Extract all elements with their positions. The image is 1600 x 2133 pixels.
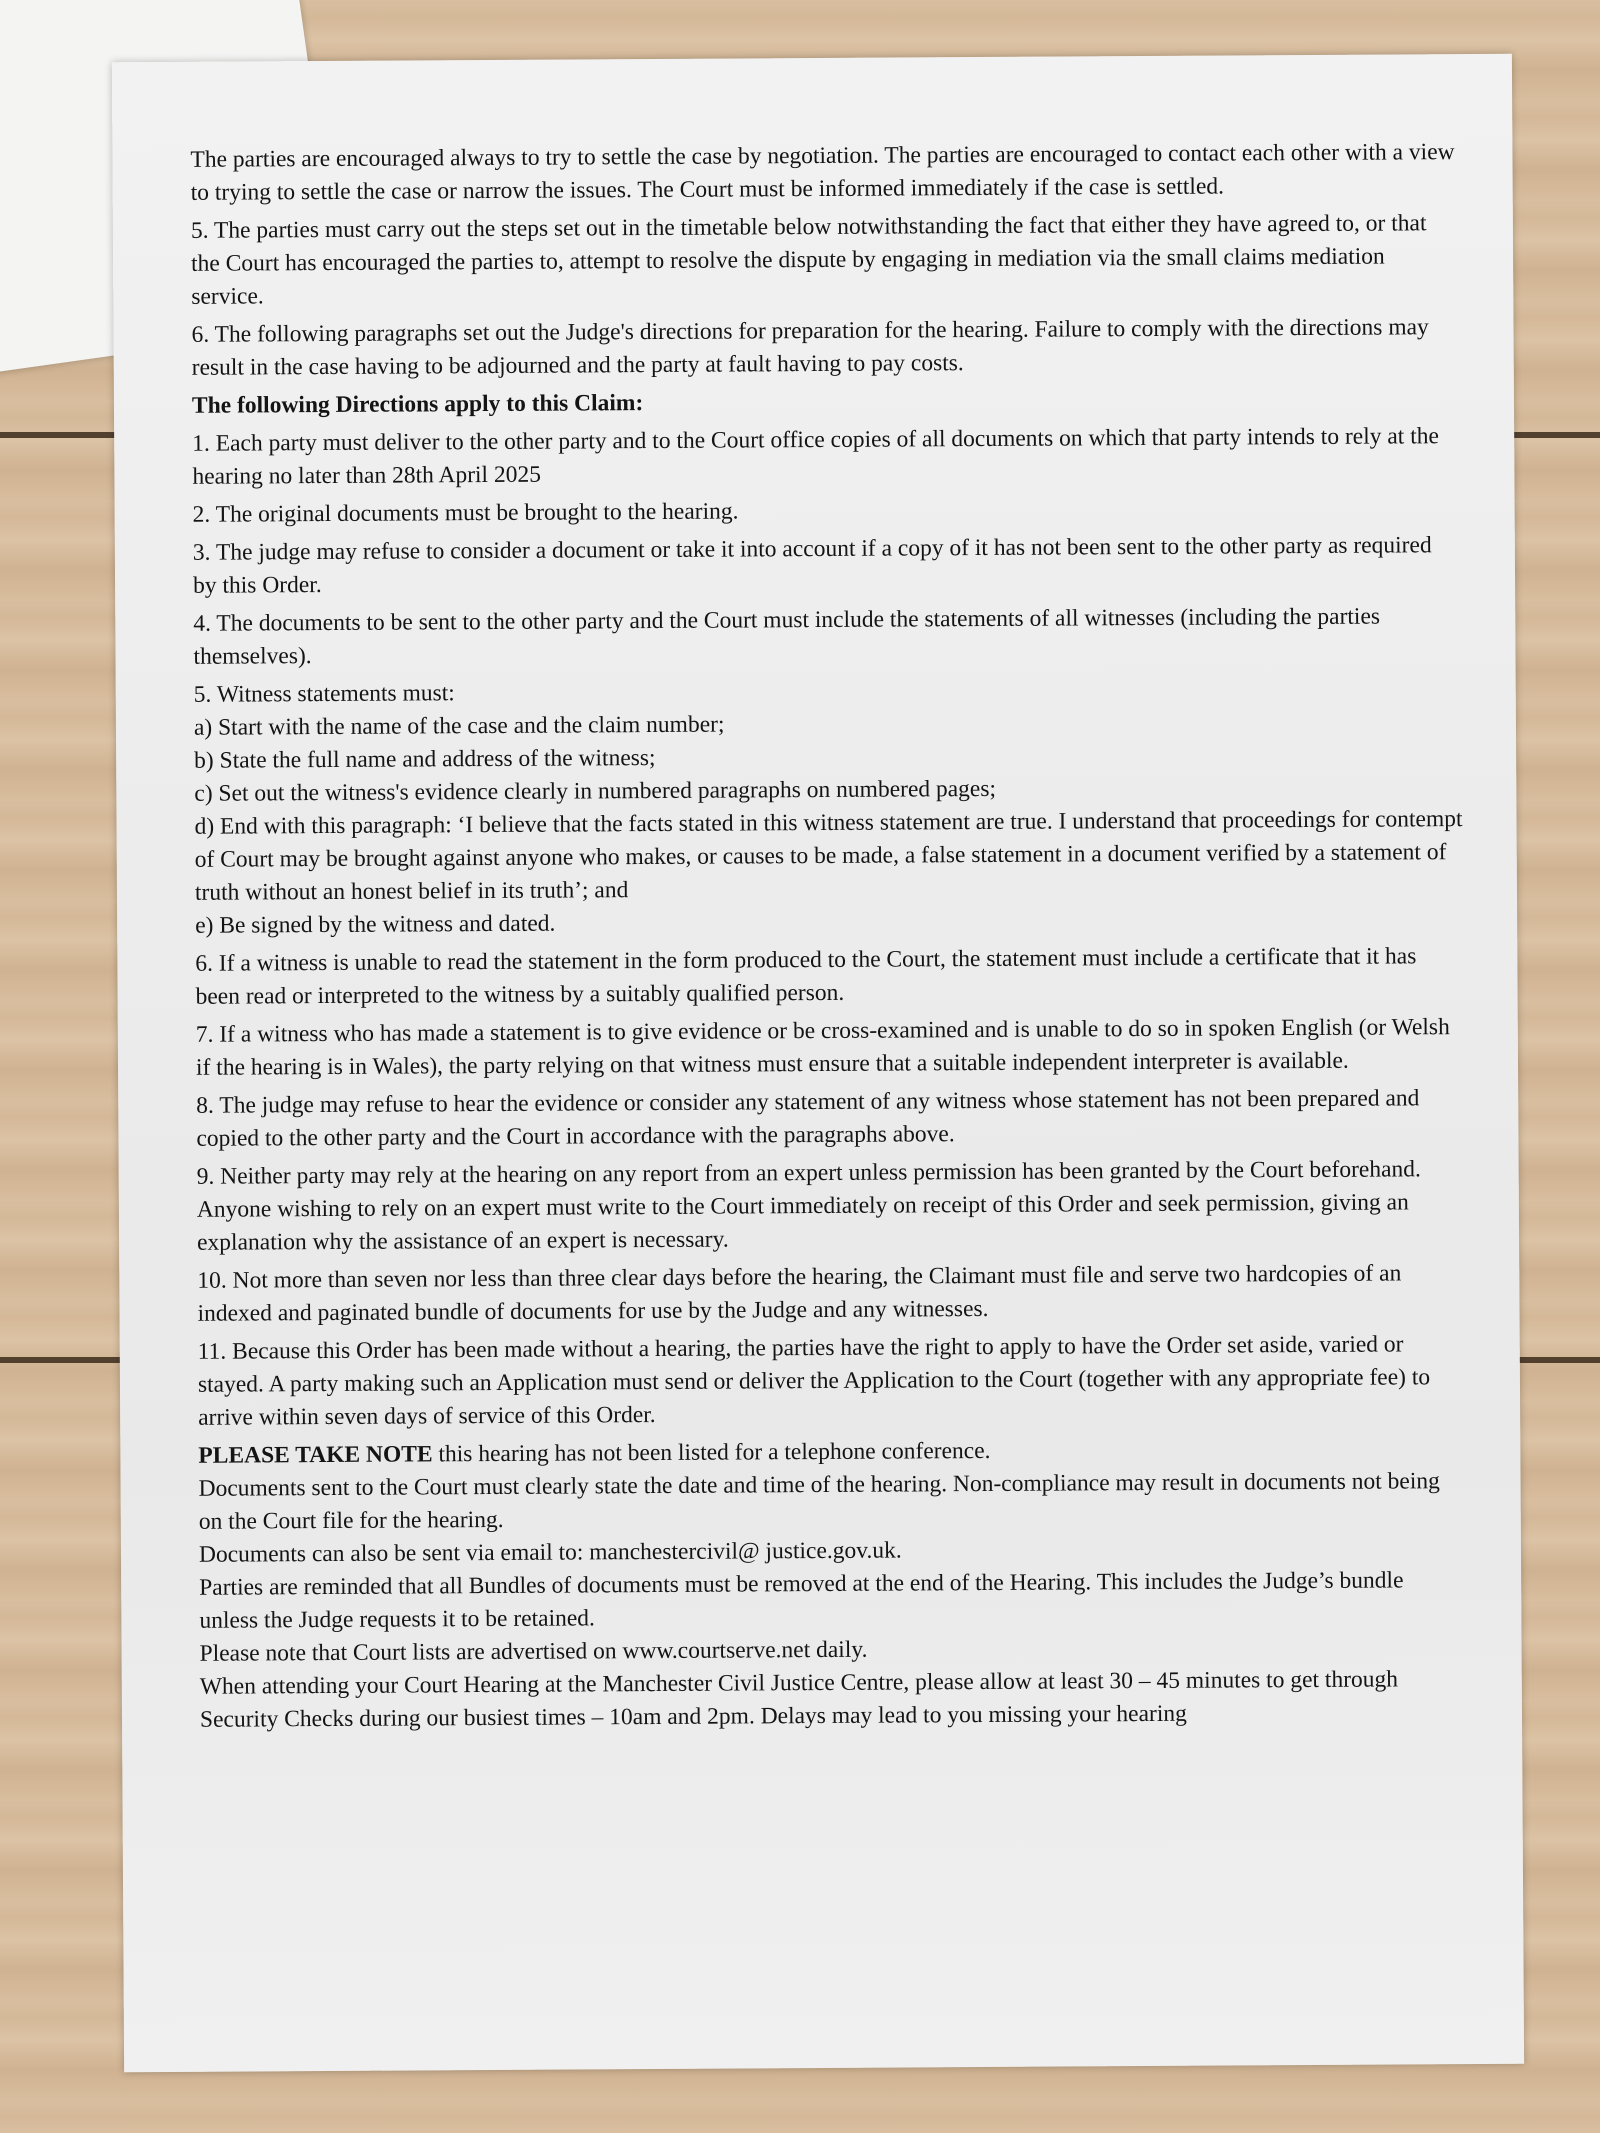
direction-item: 2. The original documents must be brought to the hearing. xyxy=(192,498,739,528)
direction-item: 6. If a witness is unable to read the statement in the form produced to the Court, the statement must include a certificate that it has been read or interpreted to the witness by a suitably qualified person. xyxy=(195,943,1417,1010)
directions-preamble-paragraph: 6. The following paragraphs set out the Judge's directions for preparation for the hearing. Failure to comply with the directions may result in the case having to be adjourned and the party at fault having to pay costs. xyxy=(191,314,1429,381)
direction-item: 8. The judge may refuse to hear the evidence or consider any statement of any witness whose statement has not been prepared and copied to the other party and the Court in accordance with the paragraphs above. xyxy=(196,1085,1420,1152)
witness-requirement-item: a) Start with the name of the case and the claim number; xyxy=(193,711,725,741)
witness-requirement-item: e) Be signed by the witness and dated. xyxy=(195,910,556,939)
witness-requirement-item: d) End with this paragraph: ‘I believe that the facts stated in this witness statement are true. I understand that proceedings for contempt of Court may be brought against anyone who makes, or causes to be made, a false statement in a document verified by a statement of truth without an honest belief in its truth’; and xyxy=(194,806,1463,906)
witness-requirement-item: c) Set out the witness's evidence clearly in numbered paragraphs on numbered pages; xyxy=(194,775,997,807)
bundles-notice-paragraph: Parties are reminded that all Bundles of documents must be removed at the end of the Hearing. This includes the Judge’s bundle unless the Judge requests it to be retained. xyxy=(199,1567,1404,1634)
court-lists-notice-paragraph: Please note that Court lists are advertised on www.courtserve.net daily. xyxy=(199,1636,868,1667)
document-body xyxy=(190,136,1468,1737)
direction-item: 7. If a witness who has made a statement is to give evidence or be cross-examined and is unable to do so in spoken English (or Welsh if the hearing is in Wales), the party relying on that witness must ensure that a suitable independent interpreter is available. xyxy=(195,1014,1450,1081)
mediation-paragraph: 5. The parties must carry out the steps set out in the timetable below notwithstanding the fact that either they have agreed to, or that the Court has encouraged the parties to, attempt to resolve the dispute by engaging in mediation via the small claims mediation service. xyxy=(190,210,1427,310)
witness-statements-intro: 5. Witness statements must: xyxy=(193,680,455,708)
security-checks-notice-paragraph: When attending your Court Hearing at the Manchester Civil Justice Centre, please allow at least 30 – 45 minutes to get through Security Checks during our busiest times – 10am and 2pm. Delays may lead to you missing your hearing xyxy=(199,1666,1399,1733)
please-take-note-label: PLEASE TAKE NOTE xyxy=(198,1441,433,1469)
direction-item: 9. Neither party may rely at the hearing on any report from an expert unless permission has been granted by the Court beforehand. Anyone wishing to rely on an expert must write to the Court immediately on receipt of this Order and seek permission, giving an explanation why the assistance of an expert is necessary. xyxy=(196,1156,1421,1256)
direction-item: 4. The documents to be sent to the other party and the Court must include the statements of all witnesses (including the parties themselves). xyxy=(193,603,1381,670)
direction-item: 10. Not more than seven nor less than three clear days before the hearing, the Claimant must file and serve two hardcopies of an indexed and paginated bundle of documents for use by the Judge and any witnesses. xyxy=(197,1260,1402,1327)
notice-paragraph: Documents sent to the Court must clearly state the date and time of the hearing. Non-compliance may result in documents not being on the Court file for the hearing. xyxy=(198,1468,1440,1535)
settlement-paragraph: The parties are encouraged always to try to settle the case by negotiation. The parties are encouraged to contact each other with a view to trying to settle the case or narrow the issues. The Court must be informed immediately if the case is settled. xyxy=(190,139,1455,206)
directions-heading: The following Directions apply to this Claim: xyxy=(191,390,644,419)
telephone-conference-text: this hearing has not been listed for a telephone conference. xyxy=(432,1437,991,1468)
direction-item: 3. The judge may refuse to consider a document or take it into account if a copy of it has not been sent to the other party as required by this Order. xyxy=(192,532,1432,599)
court-order-page xyxy=(112,54,1524,2073)
direction-item: 11. Because this Order has been made without a hearing, the parties have the right to apply to have the Order set aside, varied or stayed. A party making such an Application must send or deliver the Application to the Court (together with any appropriate fee) to arrive within seven days of service of this Order. xyxy=(197,1331,1431,1431)
witness-requirement-item: b) State the full name and address of the witness; xyxy=(194,744,656,774)
email-notice-paragraph: Documents can also be sent via email to: manchestercivil@ justice.gov.uk. xyxy=(198,1537,902,1568)
direction-item: 1. Each party must deliver to the other party and to the Court office copies of all documents on which that party intends to rely at the hearing no later than 28th April 2025 xyxy=(192,423,1439,490)
